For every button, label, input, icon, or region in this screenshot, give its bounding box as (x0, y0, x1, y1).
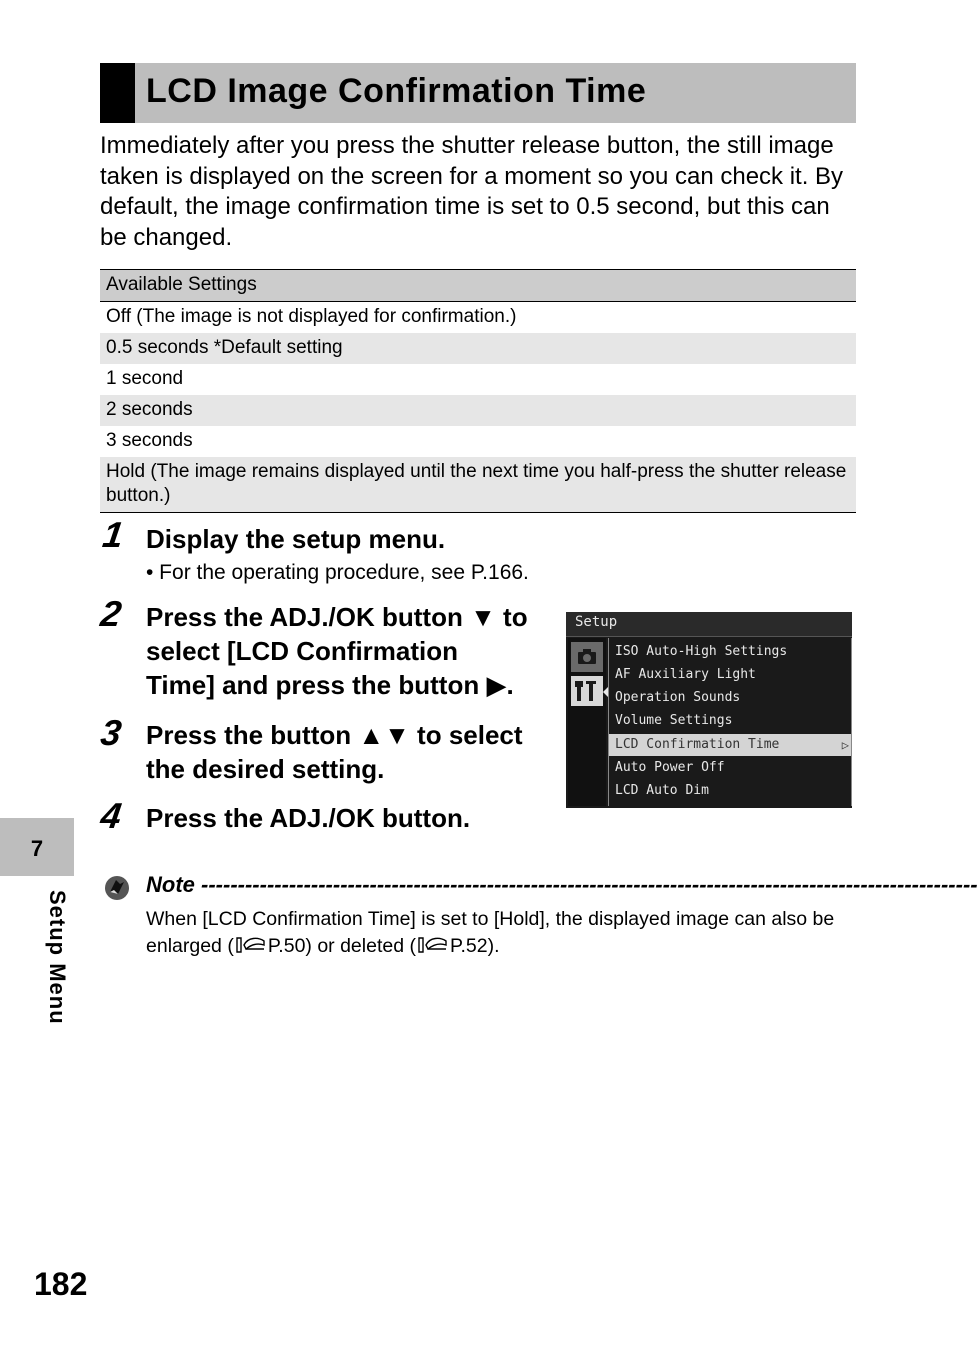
table-row (100, 302, 856, 334)
camera-lcd-screen (566, 612, 852, 808)
right-arrow-icon: ▶ (486, 670, 507, 700)
lcd-menu-item: LCD Auto Dim (615, 783, 709, 798)
table-row (100, 457, 856, 513)
intro-paragraph: Immediately after you press the shutter release button, the still image taken is displayed on the screen for a moment so you can check it. By default, the image confirmation time is set to 0.5 second, but this can be changed. (100, 132, 844, 252)
step-1-text: Display the setup menu. (146, 524, 446, 554)
camera-icon (571, 642, 603, 672)
note-icon (102, 872, 132, 902)
step-2-line-1: Press the ADJ./OK button ▼ to (146, 602, 528, 632)
table-row (100, 395, 856, 426)
setting-0-5-seconds: 0.5 seconds *Default setting (100, 333, 856, 364)
wrench-screwdriver-icon (571, 676, 609, 706)
step-4-number: 4 (98, 795, 124, 836)
step-1-bullet: • For the operating procedure, see P.166. (146, 561, 529, 584)
setting-off: Off (The image is not displayed for confirmation.) (106, 306, 517, 327)
table-header: Available Settings (100, 270, 856, 302)
submenu-arrow-icon: ▷ (841, 738, 849, 752)
lcd-menu-item-selected (609, 734, 851, 756)
setting-3-seconds: 3 seconds (106, 430, 193, 451)
title-marker (100, 63, 135, 123)
up-down-arrow-icon: ▲▼ (358, 720, 410, 750)
settings-table (100, 269, 856, 513)
step-3-line-1: Press the button ▲▼ to select (146, 720, 523, 750)
down-arrow-icon: ▼ (470, 602, 496, 632)
step-1-number: 1 (100, 514, 126, 555)
setting-1-second: 1 second (106, 368, 184, 389)
note-label: Note (146, 872, 195, 897)
reference-page-icon (416, 935, 450, 955)
note-dashes: ---------------------------------------------------------------------------------------------------------- (201, 872, 978, 897)
lcd-menu-item: ISO Auto-High Settings (615, 644, 788, 659)
step-2-text (146, 600, 546, 702)
note-heading (146, 872, 978, 898)
lcd-menu-item: Operation Sounds (615, 690, 741, 705)
table-row (100, 426, 856, 457)
step-2-number: 2 (98, 593, 124, 634)
lcd-title: Setup (575, 614, 618, 630)
setting-2-seconds: 2 seconds (100, 395, 856, 426)
lcd-menu-item-label: LCD Confirmation Time (615, 737, 780, 752)
lcd-menu-item: Volume Settings (615, 713, 733, 728)
table-row (100, 364, 856, 395)
note-body: When [LCD Confirmation Time] is set to [Hold], the displayed image can also be enlarged ( P.50) or deleted ( P.52). (146, 908, 835, 957)
reference-page-icon (234, 935, 268, 955)
lcd-menu-item: Auto Power Off (615, 760, 725, 775)
page-number: 182 (34, 1266, 88, 1302)
camera-tab (571, 642, 603, 672)
chapter-tab (0, 818, 74, 876)
step-3-line-2: the desired setting. (146, 754, 385, 784)
step-2-line-3: Time] and press the button ▶. (146, 670, 514, 700)
lcd-menu-item: AF Auxiliary Light (615, 667, 756, 682)
table-row (100, 333, 856, 364)
step-3-number: 3 (98, 712, 124, 753)
lcd-side-tabs (568, 638, 606, 806)
step-3-text (146, 718, 546, 786)
setting-hold: Hold (The image remains displayed until the next time you half-press the shutter release button.) (100, 457, 856, 513)
lcd-header (566, 612, 852, 637)
page-title: LCD Image Confirmation Time (146, 72, 647, 110)
step-2-line-2: select [LCD Confirmation (146, 636, 459, 666)
table-header-row (100, 270, 856, 302)
chapter-number: 7 (30, 836, 44, 861)
step-4-text: Press the ADJ./OK button. (146, 803, 471, 833)
setup-tab (571, 676, 603, 706)
lcd-menu-list (608, 638, 852, 806)
chapter-label: Setup Menu (45, 890, 70, 1025)
section-title-bar (100, 63, 856, 123)
